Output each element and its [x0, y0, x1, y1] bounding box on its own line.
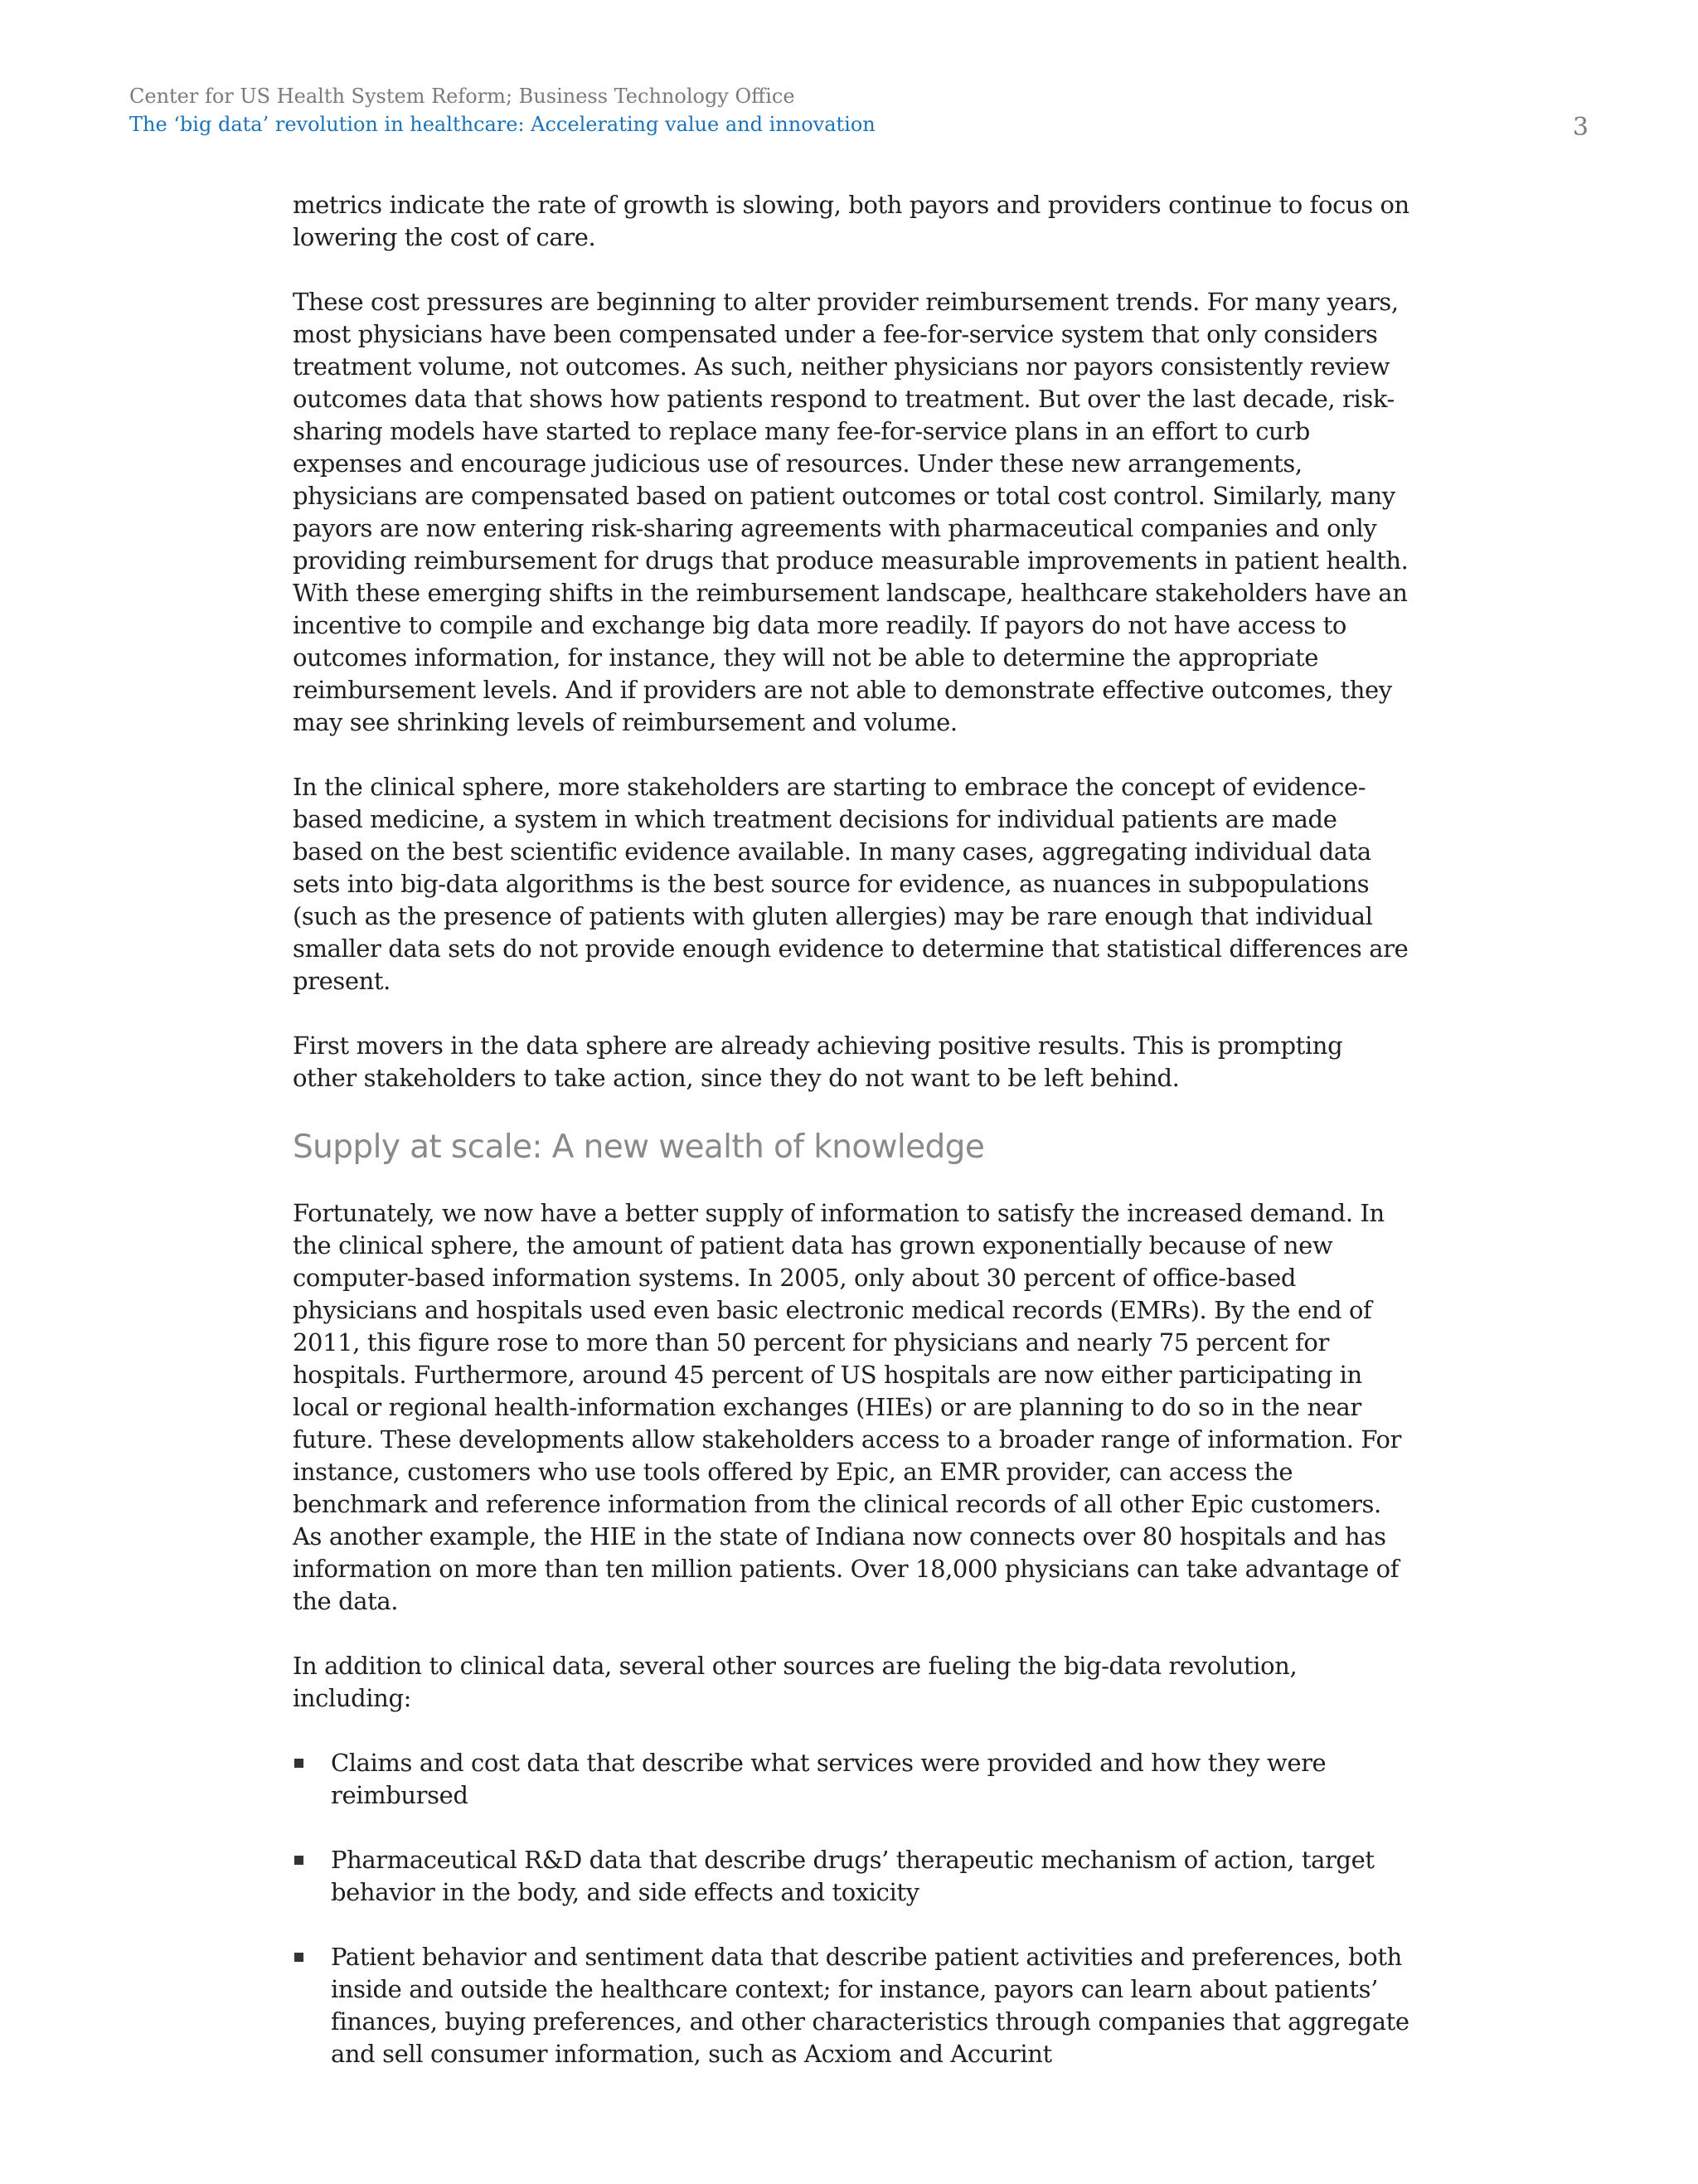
paragraph: These cost pressures are beginning to alter provider reimbursement trends. For many years, most physicians have been compensated under a fee-for-service system that only considers treatment volume, not outcomes. As such, neither physicians nor payors consistently review outcomes data that shows how patients respond to treatment. But over the last decade, risk-sharing models have started to replace many fee-for-service plans in an effort to curb expenses and encourage judicious use of resources. Under these new arrangements, physicians are compensated based on patient outcomes or total cost control. Similarly, many payors are now entering risk-sharing agreements with pharmaceutical companies and only providing reimbursement for drugs that produce measurable improvements in patient health. With these emerging shifts in the reimbursement landscape, healthcare stakeholders have an incentive to compile and exchange big data more readily. If payors do not have access to outcomes information, for instance, they will not be able to determine the appropriate reimbursement levels. And if providers are not able to demonstrate effective outcomes, they may see shrinking levels of reimbursement and volume. — [293, 288, 1409, 736]
paragraph: Fortunately, we now have a better supply of information to satisfy the increased demand. In the clinical sphere, the amount of patient data has grown exponentially because of new computer-based information systems. In 2005, only about 30 percent of office-based physicians and hospitals used even basic electronic medical records (EMRs). By the end of 2011, this figure rose to more than 50 percent for physicians and nearly 75 percent for hospitals. Furthermore, around 45 percent of US hospitals are now either participating in local or regional health-information exchanges (HIEs) or are planning to do so in the near future. These developments allow stakeholders access to a broader range of information. For instance, customers who use tools offered by Epic, an EMR provider, can access the benchmark and reference information from the clinical records of all other Epic customers. As another example, the HIE in the state of Indiana now connects over 80 hospitals and has information on more than ten million patients. Over 18,000 physicians can take advantage of the data. — [293, 1199, 1401, 1615]
section-heading: Supply at scale: A new wealth of knowledge — [293, 1128, 985, 1166]
body-content — [293, 189, 1412, 2103]
header-organization: Center for US Health System Reform; Business Technology Office — [129, 85, 795, 108]
list-item — [293, 1747, 1412, 1812]
square-bullet-icon — [294, 1953, 303, 1962]
list-item — [293, 1941, 1412, 2070]
list-item-text: Pharmaceutical R&D data that describe drugs’ therapeutic mechanism of action, target behavior in the body, and side effects and toxicity — [331, 1846, 1375, 1906]
paragraph: In addition to clinical data, several other sources are fueling the big-data revolution, including: — [293, 1652, 1298, 1712]
running-header — [129, 83, 1589, 142]
list-item-text: Claims and cost data that describe what services were provided and how they were reimbursed — [331, 1749, 1327, 1809]
paragraph: metrics indicate the rate of growth is slowing, both payors and providers continue to focus on lowering the cost of care. — [293, 191, 1409, 251]
page-number: 3 — [1572, 113, 1589, 142]
bullet-list — [293, 1747, 1412, 2070]
square-bullet-icon — [294, 1759, 303, 1768]
square-bullet-icon — [294, 1856, 303, 1865]
list-item — [293, 1844, 1412, 1909]
paragraph: In the clinical sphere, more stakeholders are starting to embrace the concept of evidence-based medicine, a system in which treatment decisions for individual patients are made based on the best scientific evidence available. In many cases, aggregating individual data sets into big-data algorithms is the best source for evidence, as nuances in subpopulations (such as the presence of patients with gluten allergies) may be rare enough that individual smaller data sets do not provide enough evidence to determine that statistical differences are present. — [293, 773, 1409, 995]
list-item-text: Patient behavior and sentiment data that describe patient activities and preferences, both inside and outside the healthcare context; for instance, payors can learn about patients’ finances, buying preferences, and other characteristics through companies that aggregate and sell consumer information, such as Acxiom and Accurint — [331, 1943, 1409, 2068]
header-document-title: The ‘big data’ revolution in healthcare: Accelerating value and innovation — [129, 113, 876, 136]
paragraph: First movers in the data sphere are already achieving positive results. This is prompting other stakeholders to take action, since they do not want to be left behind. — [293, 1031, 1343, 1092]
